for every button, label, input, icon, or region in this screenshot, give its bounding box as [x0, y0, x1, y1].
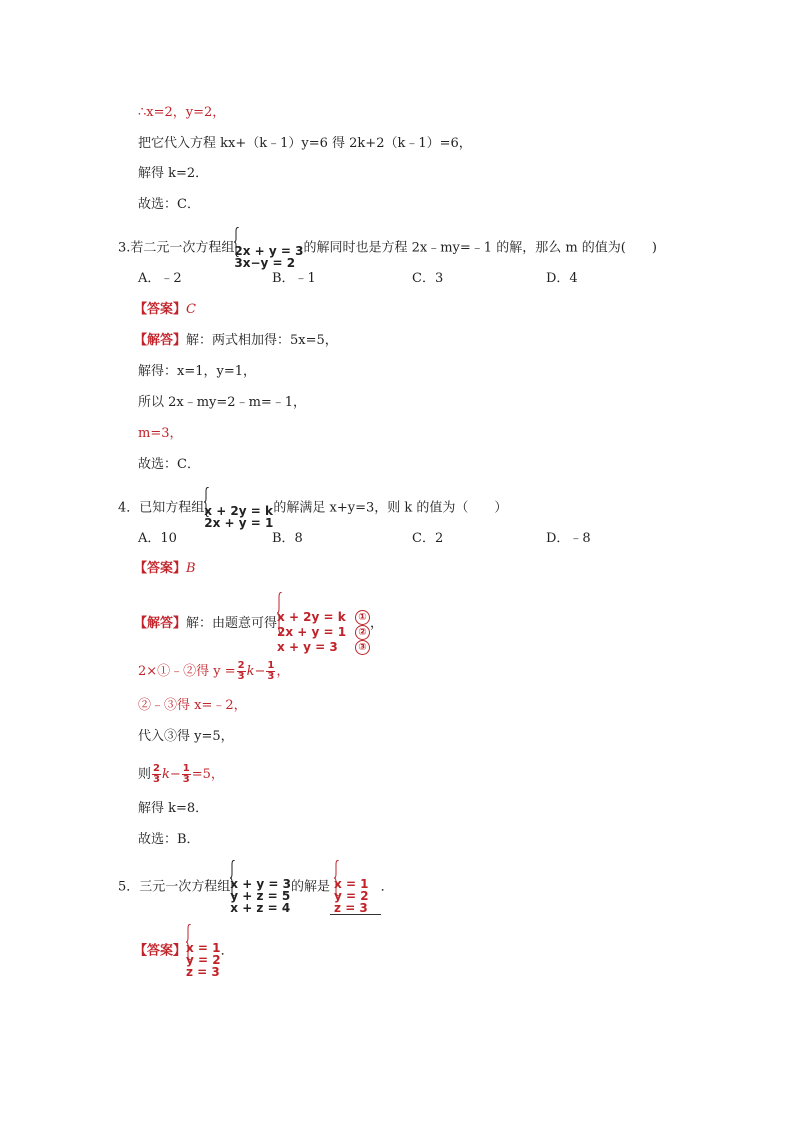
- brace-icon: [234, 227, 240, 257]
- q5-blank-eq-2: y = 2: [334, 889, 369, 903]
- q4-option-a: A．10: [138, 531, 177, 546]
- q4-step-5: 解得 k=8．: [138, 801, 209, 816]
- q4-solution-system: [277, 592, 370, 655]
- q5-mid: 的解是: [291, 879, 331, 895]
- q4-answer: [134, 560, 196, 578]
- q4-step-1: [138, 661, 289, 682]
- fraction-numerator: 1: [267, 660, 275, 671]
- q5-answer-eq-2: y = 2: [186, 953, 221, 967]
- q5-suffix: ．: [380, 879, 394, 895]
- q3-answer: [134, 301, 196, 319]
- q4-prefix: 4．已知方程组: [118, 500, 205, 516]
- solution-label: 【解答】: [134, 616, 187, 631]
- q3-option-b: B．﹣1: [272, 271, 316, 286]
- q4-option-d: D．﹣8: [546, 531, 591, 546]
- q4-suffix: 的解满足 x+y=3，则 k 的值为（ ）: [273, 500, 508, 516]
- circled-1-icon: ①: [355, 610, 370, 625]
- prev-line-4: 故选：C．: [138, 197, 200, 212]
- q5-equation-system: [230, 860, 291, 914]
- q5-blank-system: [334, 860, 369, 914]
- q4-eq-2: 2x + y = 1: [204, 516, 274, 530]
- q5-blank-eq-3: z = 3: [334, 901, 368, 915]
- fraction-denominator: 3: [182, 774, 190, 785]
- prev-line-3: 解得 k=2．: [138, 166, 209, 181]
- q4-step-4: [138, 764, 224, 785]
- q4-step-2: ②﹣③得 x=﹣2，: [138, 698, 247, 713]
- step4-tail: =5，: [191, 767, 224, 782]
- fraction-numerator: 1: [182, 763, 190, 774]
- solution-label: 【解答】: [134, 333, 187, 348]
- q5-answer-blank: [330, 860, 381, 915]
- q3-prefix: 3.若二元一次方程组: [118, 240, 235, 256]
- q5-answer-eq-3: z = 3: [186, 965, 220, 979]
- answer-value: C: [186, 302, 196, 317]
- brace-icon: [230, 860, 236, 896]
- step1-mid: k−: [246, 664, 266, 679]
- q3-eq-1: 2x + y = 3: [234, 244, 304, 258]
- circled-3-icon: ③: [355, 640, 370, 655]
- fraction-numerator: 2: [153, 763, 160, 774]
- step4-mid: k−: [161, 767, 181, 782]
- brace-icon: [277, 592, 283, 634]
- fraction: [152, 764, 161, 785]
- q3-sol-line-2: 所以 2x﹣my=2﹣m=﹣1，: [138, 395, 307, 410]
- q5-eq-3: x + z = 4: [230, 901, 291, 915]
- fraction-denominator: 3: [237, 671, 245, 682]
- q3-option-a: A．﹣2: [138, 271, 182, 286]
- q4-option-b: B．8: [272, 531, 303, 546]
- q5-answer-system: [186, 924, 221, 978]
- q4-sol-eq-1: x + 2y = k: [277, 610, 346, 624]
- answer-label: 【答案】: [134, 302, 187, 317]
- step4-text: 则: [138, 767, 152, 782]
- q3-option-c: C．3: [412, 271, 444, 286]
- fraction-denominator: 3: [153, 774, 160, 785]
- q3-sol-line-4: 故选：C．: [138, 457, 200, 472]
- q5-eq-1: x + y = 3: [230, 877, 292, 891]
- q4-eq-1: x + 2y = k: [204, 504, 273, 518]
- q4-step-3: 代入③得 y=5，: [138, 729, 234, 744]
- prev-line-1: ∴x=2，y=2，: [138, 105, 226, 120]
- q3-sol-line-1: 解得：x=1，y=1，: [138, 364, 257, 379]
- q3-sol-line-3: m=3，: [138, 426, 183, 441]
- q4-step-6: 故选：B．: [138, 832, 200, 847]
- q4-option-c: C．2: [412, 531, 444, 546]
- answer-label: 【答案】: [134, 561, 187, 576]
- fraction: [237, 661, 246, 682]
- q4-sol-eq-3: x + y = 3: [277, 640, 338, 654]
- q5-answer-eq-1: x = 1: [186, 941, 221, 955]
- fraction-denominator: 3: [267, 671, 275, 682]
- q5-blank-eq-1: x = 1: [334, 877, 369, 891]
- fraction: [182, 764, 191, 785]
- q3-equation-system: [234, 227, 303, 269]
- q4-stem: [118, 487, 507, 529]
- answer-value: B: [186, 561, 196, 576]
- circled-2-icon: ②: [355, 625, 370, 640]
- brace-icon: [334, 860, 340, 896]
- fraction: [266, 661, 275, 682]
- q5-eq-2: y + z = 5: [230, 889, 291, 903]
- fraction-numerator: 2: [237, 660, 245, 671]
- brace-icon: [186, 924, 192, 960]
- q5-answer: [134, 924, 234, 978]
- q4-sol-eq-2: 2x + y = 1: [277, 625, 347, 639]
- step1-text: 2×①﹣②得 y =: [138, 664, 236, 679]
- q5-answer-tail: ．: [220, 943, 234, 959]
- solution-text: 解：由题意可得: [186, 616, 278, 631]
- q3-suffix: 的解同时也是方程 2x﹣my=﹣1 的解，那么 m 的值为( ): [303, 240, 657, 256]
- prev-line-2: 把它代入方程 kx+（k﹣1）y=6 得 2k+2（k﹣1）=6，: [138, 136, 472, 151]
- q3-eq-2: 3x−y = 2: [234, 256, 296, 270]
- brace-icon: [204, 487, 210, 517]
- solution-text: 解：两式相加得：5x=5，: [186, 333, 338, 348]
- q4-sol-sys-tail: ，: [370, 616, 384, 631]
- q5-prefix: 5．三元一次方程组: [118, 879, 231, 895]
- q3-solution-head: [134, 332, 338, 350]
- q5-stem: [118, 860, 394, 915]
- q4-solution-head: [134, 592, 383, 655]
- answer-label: 【答案】: [134, 943, 187, 959]
- q3-option-d: D．4: [546, 271, 578, 286]
- step1-tail: ，: [276, 664, 290, 679]
- q3-stem: [118, 227, 657, 269]
- q4-equation-system: [204, 487, 273, 529]
